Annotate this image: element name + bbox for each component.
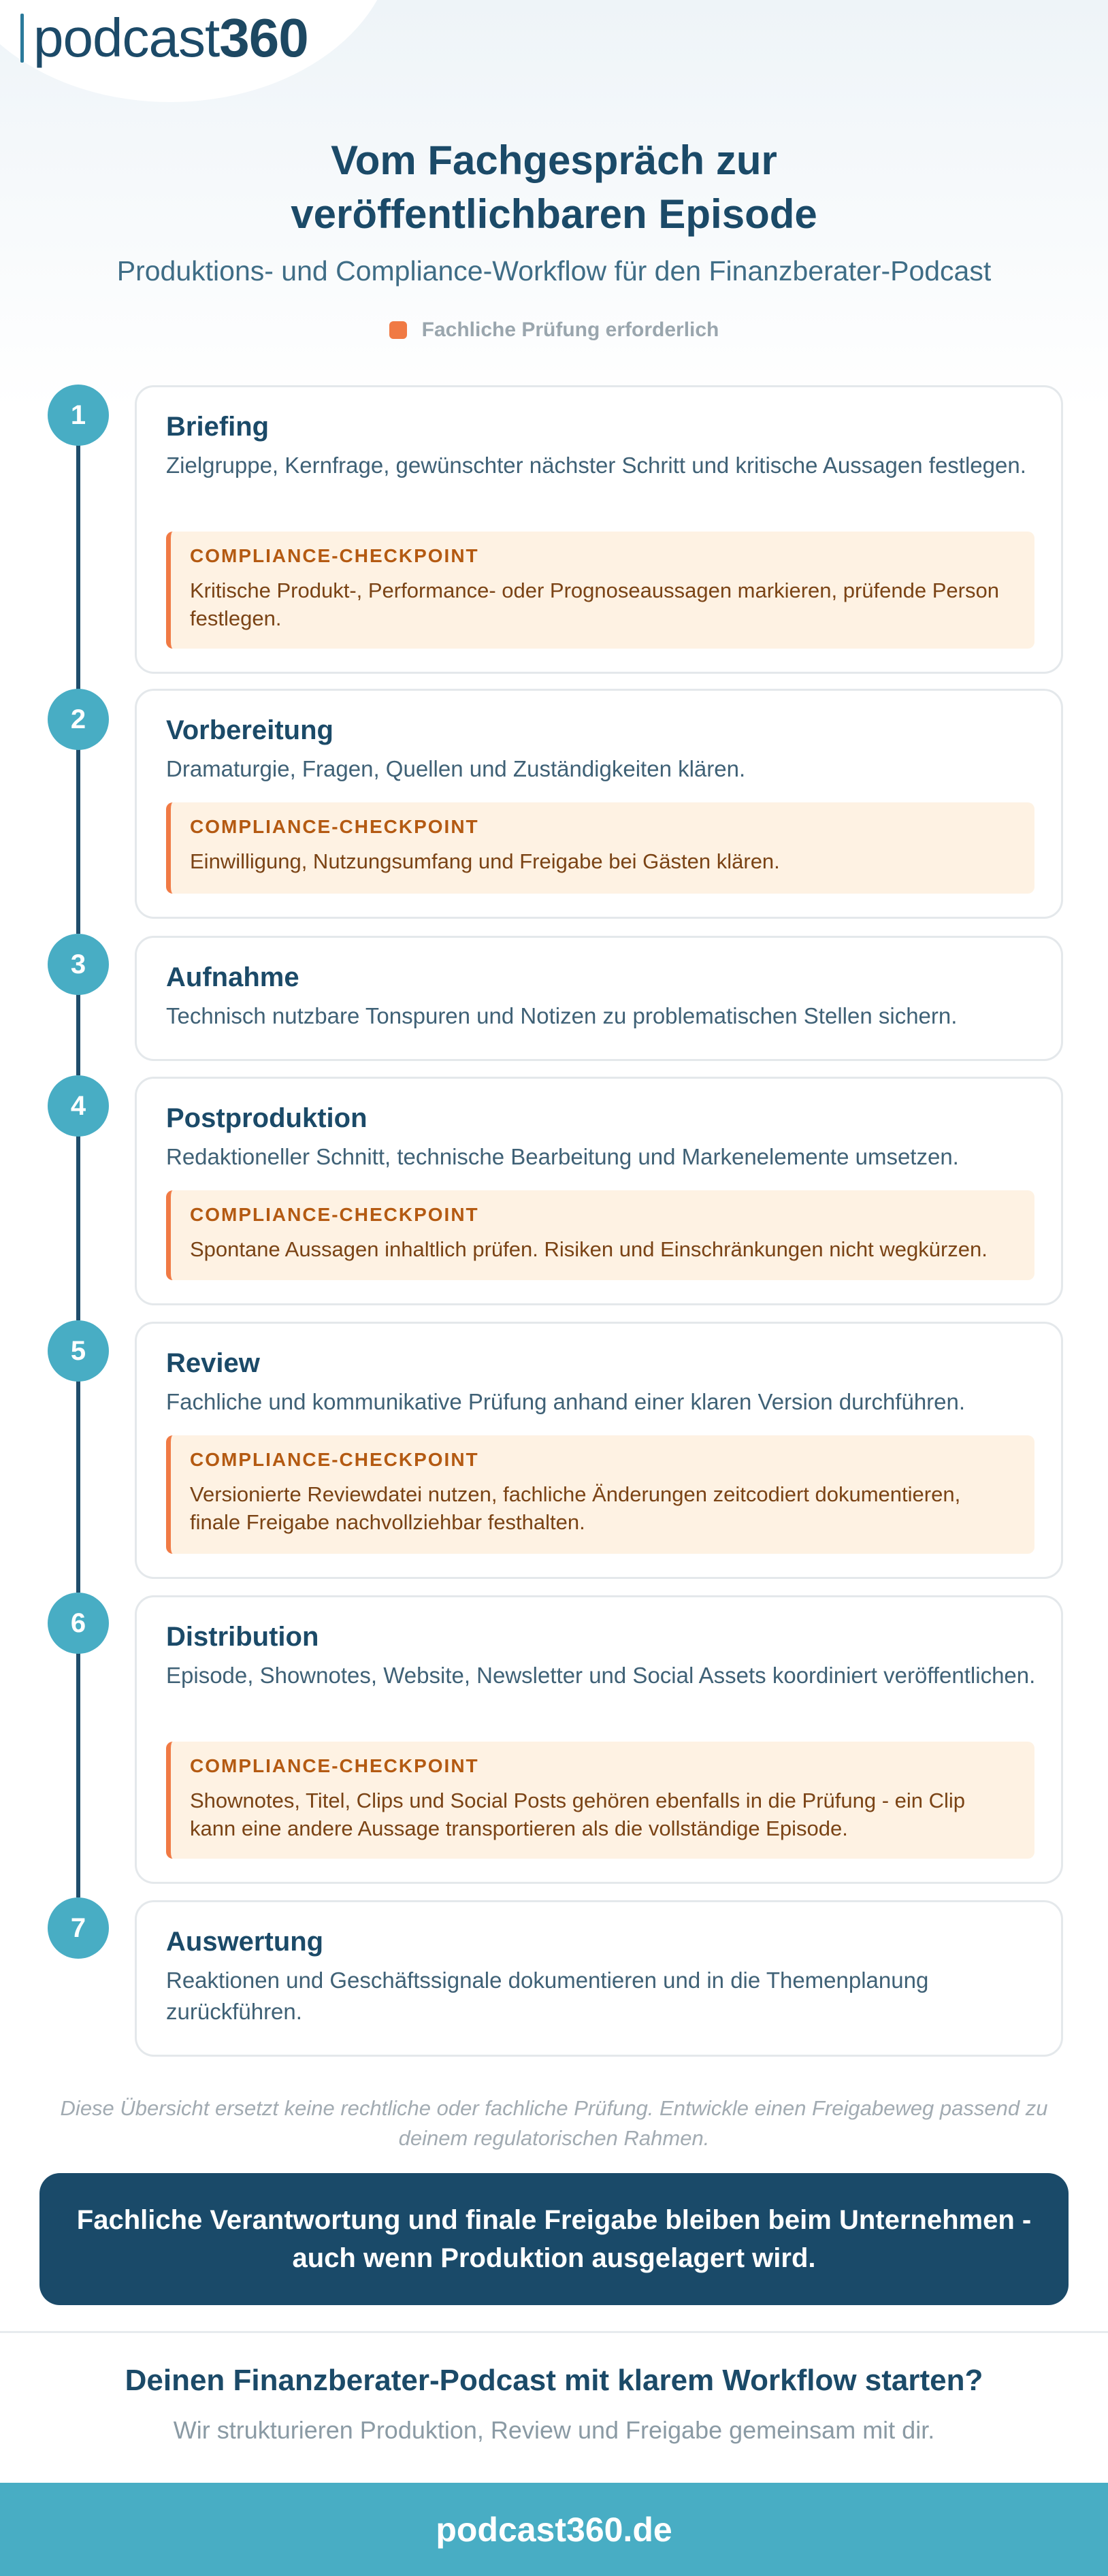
checkpoint-label: COMPLIANCE-CHECKPOINT — [190, 1204, 479, 1225]
cta-heading: Deinen Finanzberater-Podcast mit klarem Workflow starten? — [125, 2364, 983, 2397]
brand-logo[interactable] — [20, 4, 308, 72]
section-divider — [0, 2331, 1108, 2333]
step-title: Briefing — [166, 412, 270, 442]
step-description: Reaktionen und Geschäftssignale dokumentieren und in die Themenplanung zurückführen. — [166, 1968, 929, 2024]
step-number-badge: 7 — [48, 1897, 109, 1959]
step-description: Zielgruppe, Kernfrage, gewünschter nächster Schritt und kritische Aussagen festlegen. — [166, 453, 1026, 478]
timeline-connector — [76, 1346, 80, 1593]
logo-number: 360 — [219, 7, 308, 68]
legend-swatch-icon — [389, 321, 407, 339]
step-number-badge: 2 — [48, 689, 109, 750]
timeline-connector — [76, 1618, 80, 1897]
page-title-line-1: Vom Fachgespräch zur — [331, 137, 777, 183]
step-number-badge: 5 — [48, 1320, 109, 1382]
step-number-badge: 4 — [48, 1075, 109, 1137]
step-card-review — [135, 1322, 1063, 1579]
step-description: Dramaturgie, Fragen, Quellen und Zuständigkeiten klären. — [166, 756, 746, 781]
logo-wordmark: podcast — [33, 7, 220, 68]
step-card-postproduktion — [135, 1077, 1063, 1305]
banner-text: Fachliche Verantwortung und finale Freigabe bleiben beim Unternehmen - auch wenn Produktion ausgelagert wird. — [76, 2205, 1032, 2273]
cta-subline: Wir strukturieren Produktion, Review und Freigabe gemeinsam mit dir. — [173, 2416, 935, 2444]
step-number-badge: 1 — [48, 385, 109, 446]
checkpoint-text: Spontane Aussagen inhaltlich prüfen. Risiken und Einschränkungen nicht wegkürzen. — [190, 1237, 988, 1261]
checkpoint-label: COMPLIANCE-CHECKPOINT — [190, 1755, 479, 1776]
responsibility-banner — [39, 2173, 1069, 2305]
compliance-checkpoint — [166, 1742, 1034, 1859]
step-card-aufnahme — [135, 936, 1063, 1061]
step-description: Episode, Shownotes, Website, Newsletter und Social Assets koordiniert veröffentlichen. — [166, 1663, 1036, 1688]
step-description: Technisch nutzbare Tonspuren und Notizen zu problematischen Stellen sichern. — [166, 1003, 958, 1028]
step-card-vorbereitung — [135, 689, 1063, 919]
checkpoint-text: Versionierte Reviewdatei nutzen, fachliche Änderungen zeitcodiert dokumentieren, finale Freigabe nachvollziehbar festhalten. — [190, 1482, 961, 1534]
step-number-badge: 3 — [48, 934, 109, 995]
step-title: Postproduktion — [166, 1103, 368, 1133]
step-title: Aufnahme — [166, 962, 299, 992]
step-description: Fachliche und kommunikative Prüfung anhand einer klaren Version durchführen. — [166, 1389, 966, 1414]
footer — [0, 2483, 1108, 2576]
legend-label: Fachliche Prüfung erforderlich — [421, 319, 719, 341]
step-title: Vorbereitung — [166, 715, 333, 745]
step-title: Review — [166, 1348, 260, 1378]
checkpoint-text: Einwilligung, Nutzungsumfang und Freigabe bei Gästen klären. — [190, 849, 780, 873]
page-subtitle: Produktions- und Compliance-Workflow für den Finanzberater-Podcast — [116, 255, 992, 287]
legend — [0, 319, 1108, 342]
compliance-checkpoint — [166, 532, 1034, 649]
logo-bar-icon — [20, 14, 24, 63]
compliance-checkpoint — [166, 1190, 1034, 1280]
website-link[interactable]: podcast360.de — [436, 2510, 672, 2549]
step-number-badge: 6 — [48, 1593, 109, 1654]
step-card-briefing — [135, 385, 1063, 674]
compliance-checkpoint — [166, 1435, 1034, 1554]
checkpoint-text: Kritische Produkt-, Performance- oder Prognoseaussagen markieren, prüfende Person festlegen. — [190, 578, 999, 630]
page-title — [0, 133, 1108, 241]
checkpoint-label: COMPLIANCE-CHECKPOINT — [190, 1449, 479, 1470]
step-title: Distribution — [166, 1622, 319, 1652]
checkpoint-label: COMPLIANCE-CHECKPOINT — [190, 816, 479, 837]
timeline-connector — [76, 412, 80, 692]
checkpoint-text: Shownotes, Titel, Clips und Social Posts gehören ebenfalls in die Prüfung - ein Clip kann eine andere Aussage transportieren als die vollständige Episode. — [190, 1789, 966, 1840]
step-title: Auswertung — [166, 1927, 324, 1957]
page-title-line-2: veröffentlichbaren Episode — [291, 191, 817, 237]
step-description: Redaktioneller Schnitt, technische Bearbeitung und Markenelemente umsetzen. — [166, 1144, 959, 1169]
disclaimer: Diese Übersicht ersetzt keine rechtliche oder fachliche Prüfung. Entwickle einen Freigabeweg passend zu deinem regulatorischen Rahmen. — [60, 2096, 1048, 2150]
checkpoint-label: COMPLIANCE-CHECKPOINT — [190, 545, 479, 566]
step-card-auswertung — [135, 1900, 1063, 2057]
compliance-checkpoint — [166, 802, 1034, 894]
step-card-distribution — [135, 1595, 1063, 1884]
